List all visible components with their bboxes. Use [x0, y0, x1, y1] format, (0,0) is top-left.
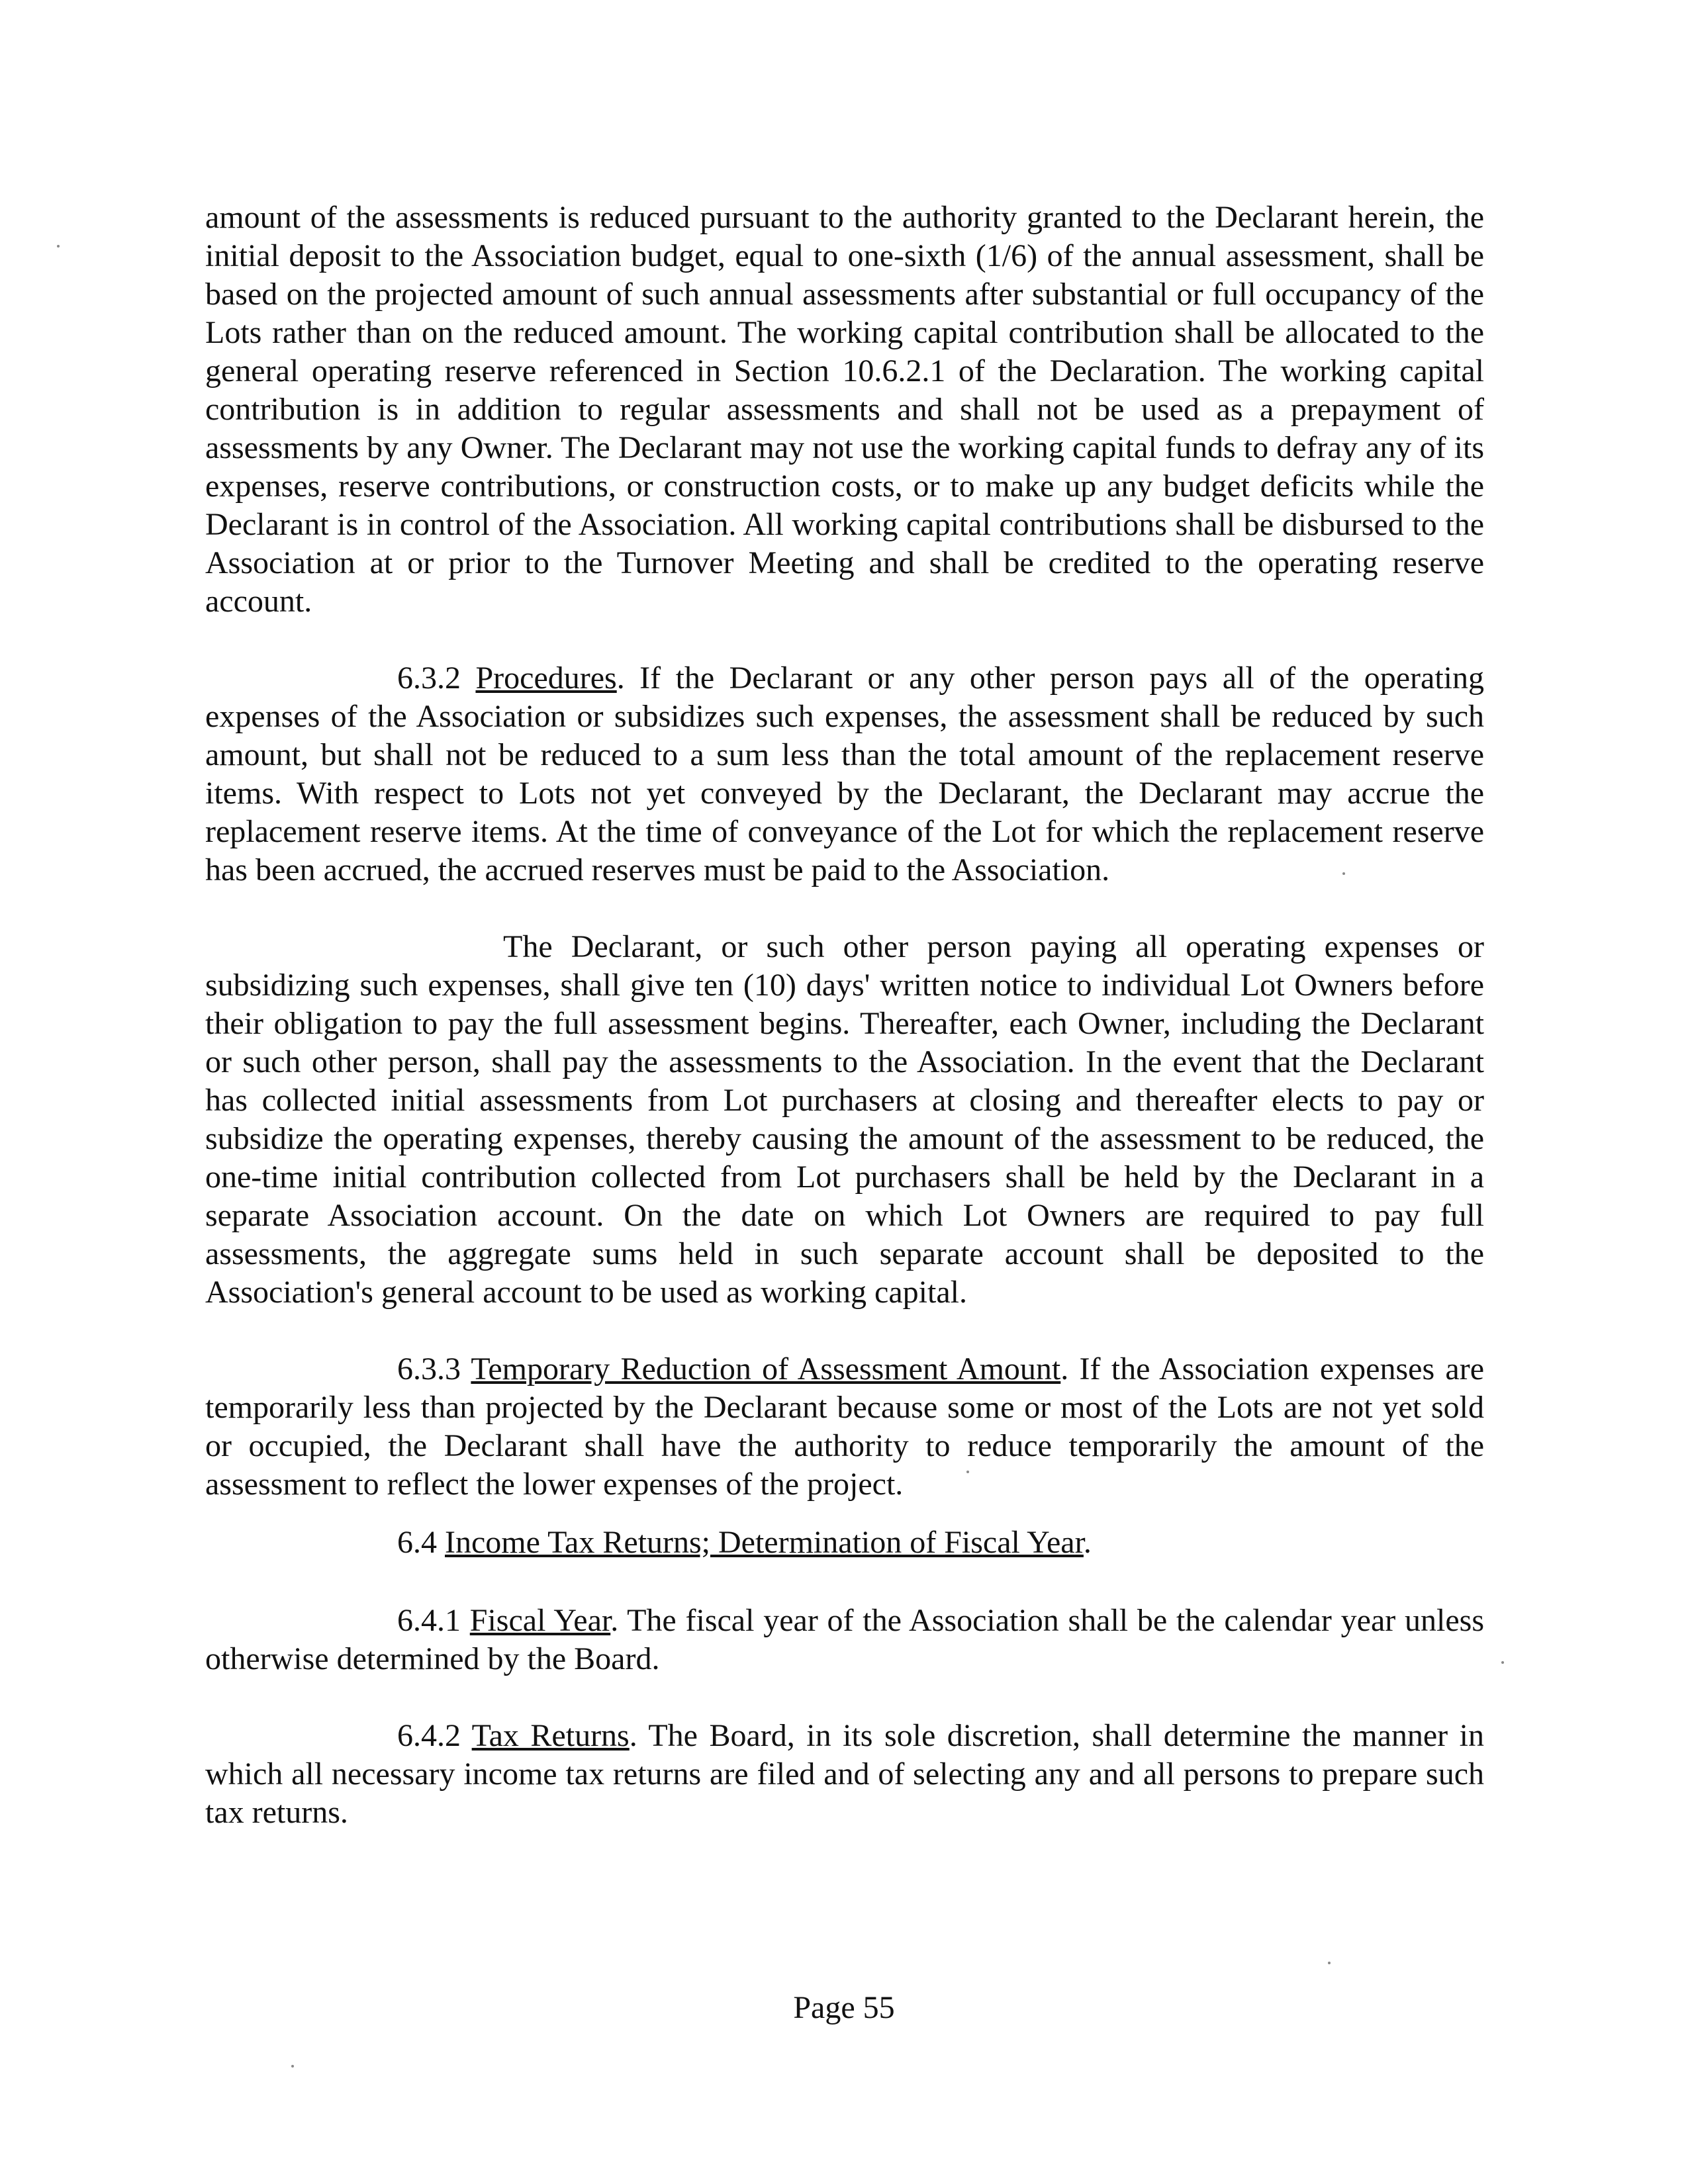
section-6-4-2: [205, 1717, 1484, 1832]
section-6-3-3: [205, 1350, 1484, 1504]
section-6-3-3-text: . If the Association expenses are temporarily less than projected by the Declarant because some or most of the Lots are not yet sold or occupied, the Declarant shall have the authority to reduce temporarily the amount of the assessment to reflect the lower expenses of the project.: [205, 1351, 1484, 1502]
section-6-4-2-number: 6.4.2: [397, 1718, 461, 1753]
page-number: Page 55: [793, 1990, 895, 2025]
section-6-4-1-title: Fiscal Year: [469, 1603, 611, 1638]
scan-speck: [966, 1471, 969, 1473]
scan-speck: [1328, 1962, 1331, 1964]
section-6-4-1-text: . The fiscal year of the Association shall be the calendar year unless otherwise determined by the Board.: [205, 1603, 1485, 1676]
paragraph-notice: [205, 928, 1484, 1312]
section-6-3-2-title: Procedures: [475, 660, 617, 696]
scan-speck: [291, 2065, 294, 2068]
section-6-3-3-number: 6.3.3: [397, 1351, 461, 1387]
paragraph-notice-text: The Declarant, or such other person paying all operating expenses or subsidizing such expenses, shall give ten (10) days' written notice to individual Lot Owners before their obligation to pay the full assessment begins. Thereafter, each Owner, including the Declarant or such other person, shall pay the assessments to the Association. In the event that the Declarant has collected initial assessments from Lot purchasers at closing and thereafter elects to pay or subsidize the operating expenses, thereby causing the amount of the assessment to be reduced, the one-time initial contribution collected from Lot purchasers shall be held by the Declarant in a separate Association account. On the date on which Lot Owners are required to pay full assessments, the aggregate sums held in such separate account shall be deposited to the Association's general account to be used as working capital.: [205, 929, 1484, 1310]
section-6-4-1: [205, 1602, 1484, 1678]
paragraph-working-capital: [205, 199, 1484, 621]
section-6-3-2-text: . If the Declarant or any other person pays all of the operating expenses of the Association or subsidizes such expenses, the assessment shall be reduced by such amount, but shall not be reduced to a sum less than the total amount of the replacement reserve items. With respect to Lots not yet conveyed by the Declarant, the Declarant may accrue the replacement reserve items. At the time of conveyance of the Lot for which the replacement reserve has been accrued, the accrued reserves must be paid to the Association.: [205, 660, 1484, 887]
section-6-4-period: .: [1083, 1525, 1092, 1560]
section-6-4-2-text: . The Board, in its sole discretion, shall determine the manner in which all necessary income tax returns are filed and of selecting any and all persons to prepare such tax returns.: [205, 1718, 1485, 1830]
section-6-3-2: [205, 659, 1484, 889]
section-6-4-1-number: 6.4.1: [397, 1603, 461, 1638]
scan-speck: [1342, 872, 1345, 875]
section-6-3-3-title: Temporary Reduction of Assessment Amount: [471, 1351, 1061, 1387]
paragraph-working-capital-text: amount of the assessments is reduced pursuant to the authority granted to the Declarant herein, the initial deposit to the Association budget, equal to one-sixth (1/6) of the annual assessment, shall be based on the projected amount of such annual assessments after substantial or full occupancy of the Lots rather than on the reduced amount. The working capital contribution shall be allocated to the general operating reserve referenced in Section 10.6.2.1 of the Declaration. The working capital contribution is in addition to regular assessments and shall not be used as a prepayment of assessments by any Owner. The Declarant may not use the working capital funds to defray any of its expenses, reserve contributions, or construction costs, or to make up any budget deficits while the Declarant is in control of the Association. All working capital contributions shall be disbursed to the Association at or prior to the Turnover Meeting and shall be credited to the operating reserve account.: [205, 200, 1484, 619]
section-6-4-number: 6.4: [397, 1525, 437, 1560]
section-6-3-2-number: 6.3.2: [397, 660, 461, 696]
scan-speck: [1501, 1661, 1504, 1664]
section-6-4-title: Income Tax Returns; Determination of Fiscal Year: [445, 1525, 1084, 1560]
section-6-4-2-title: Tax Returns: [471, 1718, 630, 1753]
scan-speck: [57, 245, 60, 248]
section-6-4-heading: [397, 1524, 1092, 1562]
